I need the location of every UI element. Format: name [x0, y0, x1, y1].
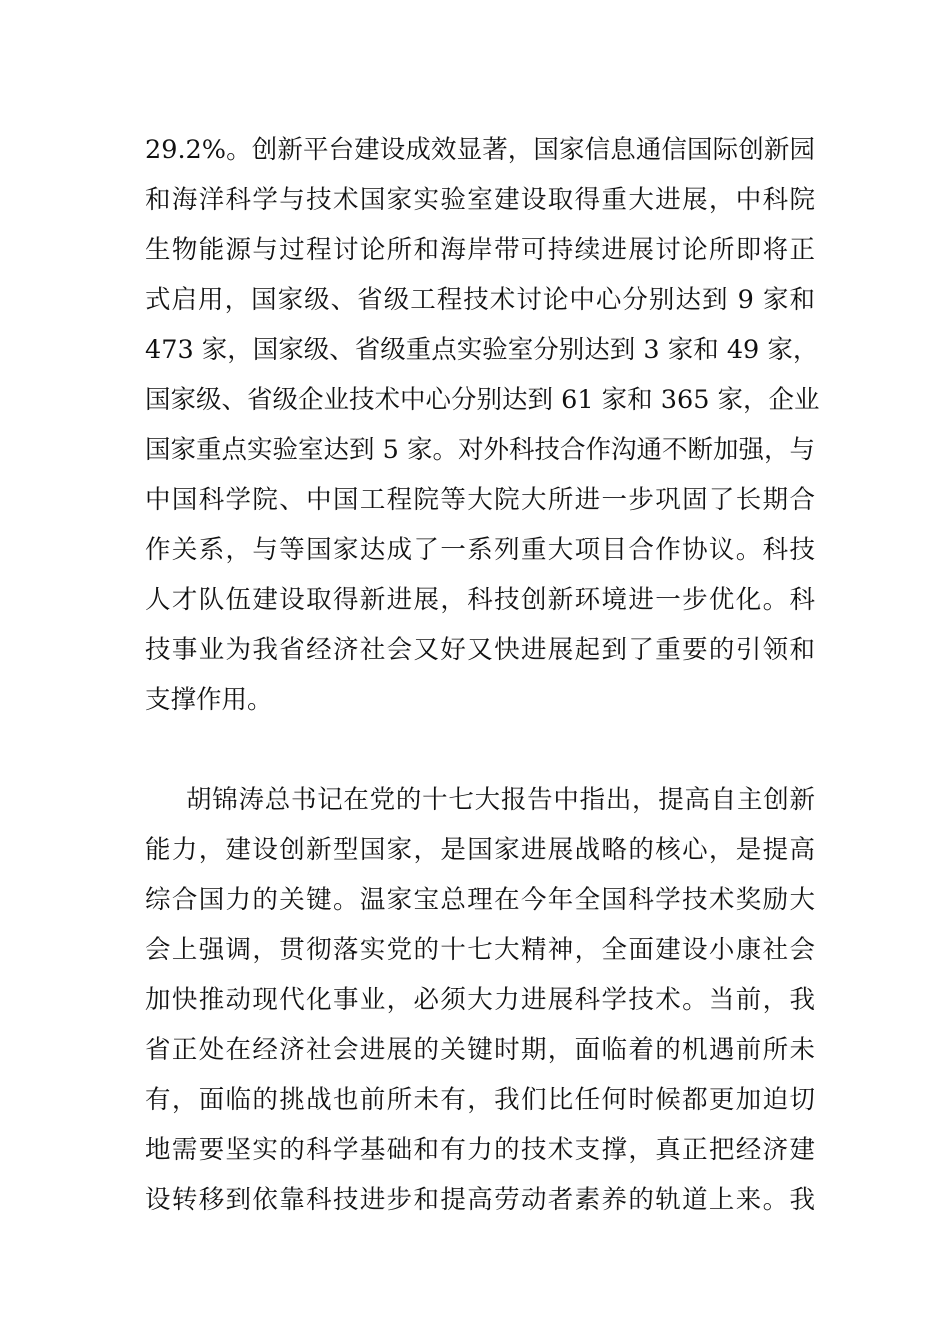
paragraph-1-line: 支撑作用。	[145, 685, 273, 715]
paragraph-1-line: 人才队伍建设取得新进展，科技创新环境进一步优化。科	[145, 585, 815, 615]
paragraph-1-line: 生物能源与过程讨论所和海岸带可持续进展讨论所即将正	[145, 235, 815, 265]
paragraph-1-line: 作关系，与等国家达成了一系列重大项目合作协议。科技	[145, 535, 815, 565]
paragraph-1-line: 和海洋科学与技术国家实验室建设取得重大进展，中科院	[145, 185, 815, 215]
paragraph-1-line: 国家级、省级企业技术中心分别达到 61 家和 365 家，企业	[145, 385, 820, 415]
paragraph-1-line: 29.2%。创新平台建设成效显著，国家信息通信国际创新园	[145, 135, 815, 165]
paragraph-1-line: 473 家，国家级、省级重点实验室分别达到 3 家和 49 家，	[145, 335, 819, 365]
paragraph-2-line: 加快推动现代化事业，必须大力进展科学技术。当前，我	[145, 985, 815, 1015]
paragraph-2-line: 综合国力的关键。温家宝总理在今年全国科学技术奖励大	[145, 885, 815, 915]
paragraph-1-line: 式启用，国家级、省级工程技术讨论中心分别达到 9 家和	[145, 285, 815, 315]
paragraph-1-line: 国家重点实验室达到 5 家。对外科技合作沟通不断加强，与	[145, 435, 815, 465]
paragraph-2-line: 设转移到依靠科技进步和提高劳动者素养的轨道上来。我	[145, 1185, 815, 1215]
paragraph-1-line: 中国科学院、中国工程院等大院大所进一步巩固了长期合	[145, 485, 815, 515]
paragraph-2-line: 胡锦涛总书记在党的十七大报告中指出，提高自主创新	[186, 785, 815, 815]
paragraph-2-line: 会上强调，贯彻落实党的十七大精神，全面建设小康社会	[145, 935, 815, 965]
paragraph-2-line: 能力，建设创新型国家，是国家进展战略的核心，是提高	[145, 835, 815, 865]
paragraph-2-line: 地需要坚实的科学基础和有力的技术支撑，真正把经济建	[145, 1135, 815, 1165]
paragraph-2-line: 有，面临的挑战也前所未有，我们比任何时候都更加迫切	[145, 1085, 815, 1115]
paragraph-2-line: 省正处在经济社会进展的关键时期，面临着的机遇前所未	[145, 1035, 815, 1065]
paragraph-1-line: 技事业为我省经济社会又好又快进展起到了重要的引领和	[145, 635, 815, 665]
